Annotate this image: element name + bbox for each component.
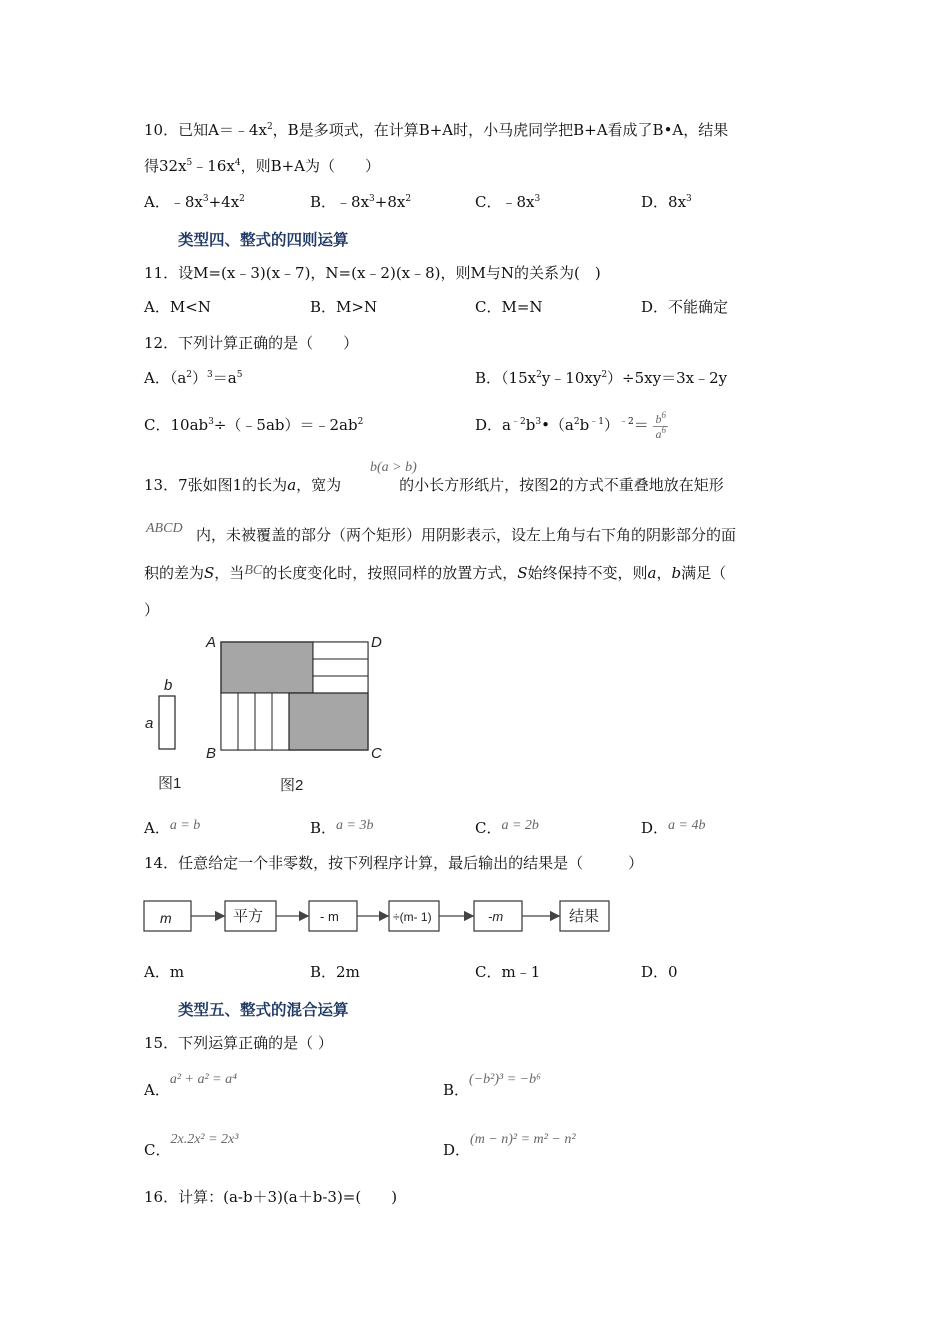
q13-option-b: B．a = 3b bbox=[310, 818, 374, 837]
q14-option-d: D．0 bbox=[641, 963, 678, 981]
q15-option-c: C．2x.2x² = 2x³ bbox=[144, 1132, 239, 1159]
q13-abcd: ABCD bbox=[146, 521, 183, 536]
fig2-strip-7 bbox=[272, 693, 289, 750]
q11-option-c: C．M=N bbox=[475, 298, 543, 316]
q15-option-d: D．(m − n)² = m² − n² bbox=[443, 1132, 576, 1159]
q13-figure-2 bbox=[200, 630, 400, 800]
section-4-title: 类型四、整式的四则运算 bbox=[178, 231, 349, 249]
q11-option-a: A．M<N bbox=[144, 298, 211, 316]
fig2-strip-1 bbox=[313, 642, 368, 659]
fig2-label-b: B bbox=[206, 745, 217, 762]
q10-option-c: C．$﹣8x^3$ bbox=[475, 193, 541, 211]
q10-stem-line2: 得$32x^5﹣16x^4$，则B+A为（ ） bbox=[144, 157, 380, 175]
q10-option-a: A．$﹣8x^3+4x^2$ bbox=[144, 193, 245, 211]
fig1-label-b: b bbox=[164, 677, 173, 694]
fig2-label-a: A bbox=[206, 634, 217, 651]
q13-condition: b(a > b) bbox=[370, 460, 417, 475]
flow-box-minus-m-label: - m bbox=[320, 909, 339, 924]
fig1-label-a: a bbox=[145, 715, 154, 732]
q14-stem: 14．任意给定一个非零数，按下列程序计算，最后输出的结果是（ ） bbox=[144, 854, 644, 872]
q13-stem-line3: 积的差为S，当BC的长度变化时，按照同样的放置方式，S始终保持不变，则a，b满足（ bbox=[144, 563, 727, 582]
q10-stem-line1: 10．已知$A=﹣4x^2$，B是多项式，在计算B+A时，小马虎同学把B+A看成了B•A，结果 bbox=[144, 121, 729, 139]
q10-option-b: B．$﹣8x^3+8x^2$ bbox=[310, 193, 412, 211]
q14-flowchart bbox=[140, 893, 620, 941]
q14-option-c: C．m﹣1 bbox=[475, 963, 541, 981]
q13-option-a: A．a = b bbox=[144, 818, 201, 837]
flow-box-square-label: 平方 bbox=[233, 908, 264, 925]
flow-box-neg-m-label: -m bbox=[488, 909, 504, 924]
fig1-rectangle bbox=[159, 696, 175, 749]
fig2-strip-3 bbox=[313, 676, 368, 693]
q12-stem: 12．下列计算正确的是（ ） bbox=[144, 334, 359, 352]
q14-option-b: B．2m bbox=[310, 963, 360, 981]
flow-box-m-label: m bbox=[160, 910, 172, 926]
q12-option-b: B．$(15x^2y﹣10xy^2)\div 5xy=3x﹣2y$ bbox=[475, 369, 728, 387]
q13-option-d: D．a = 4b bbox=[641, 818, 706, 837]
flow-box-result-label: 结果 bbox=[569, 908, 600, 925]
fig2-shaded-bottom-right bbox=[289, 693, 368, 750]
fig2-strip-5 bbox=[238, 693, 255, 750]
q11-stem: 11．设M=(x﹣3)(x﹣7)，N=(x﹣2)(x﹣8)，则M与N的关系为( ) bbox=[144, 264, 601, 282]
flow-box-divide-label: ÷(m- 1) bbox=[393, 910, 432, 924]
q11-option-d: D．不能确定 bbox=[641, 298, 729, 316]
q13-option-c: C．a = 2b bbox=[475, 818, 539, 837]
q13-figure-1 bbox=[140, 670, 200, 800]
q11-option-b: B．M>N bbox=[310, 298, 378, 316]
q12-option-c: C．$10ab^3\div(﹣5ab)=﹣2ab^2$ bbox=[144, 416, 364, 434]
q16-stem: 16．计算：(a-b＋3)(a＋b-3)=( ) bbox=[144, 1188, 398, 1206]
q15-stem: 15．下列运算正确的是（ ） bbox=[144, 1034, 333, 1052]
fig2-strip-4 bbox=[221, 693, 238, 750]
q14-option-a: A．m bbox=[144, 963, 185, 981]
fig2-label-d: D bbox=[371, 634, 382, 651]
q13-stem-line2: 内，未被覆盖的部分（两个矩形）用阴影表示，设左上角与右下角的阴影部分的面 bbox=[196, 526, 737, 544]
q13-stem-line4: ） bbox=[144, 601, 160, 619]
q12-option-d-fraction: $\frac{b^6}{a^6}$ bbox=[655, 409, 666, 441]
fig2-shaded-top-left bbox=[221, 642, 313, 693]
fig1-caption: 图1 bbox=[158, 775, 182, 792]
fig2-caption: 图2 bbox=[280, 777, 304, 794]
q13-stem-line1: 13．7张如图1的长为a，宽为 的小长方形纸片，按图2的方式不重叠地放在矩形 bbox=[144, 476, 724, 494]
q12-option-d: D．$a^{﹣2}b^3•(a^2b^{﹣1})^{﹣2}=$ $\frac{b^6}{a^6}$ bbox=[475, 409, 666, 441]
fig2-strip-2 bbox=[313, 659, 368, 676]
q10-option-d: D．$8x^3$ bbox=[641, 193, 692, 211]
fig2-strip-6 bbox=[255, 693, 272, 750]
fig2-label-c: C bbox=[371, 745, 382, 762]
q15-option-b: B．(−b²)³ = −b⁶ bbox=[443, 1072, 541, 1099]
q12-option-a: A．$(a^2)^3=a^5$ bbox=[144, 369, 243, 387]
section-5-title: 类型五、整式的混合运算 bbox=[178, 1001, 349, 1019]
q15-option-a: A．a² + a² = a⁴ bbox=[144, 1072, 237, 1099]
